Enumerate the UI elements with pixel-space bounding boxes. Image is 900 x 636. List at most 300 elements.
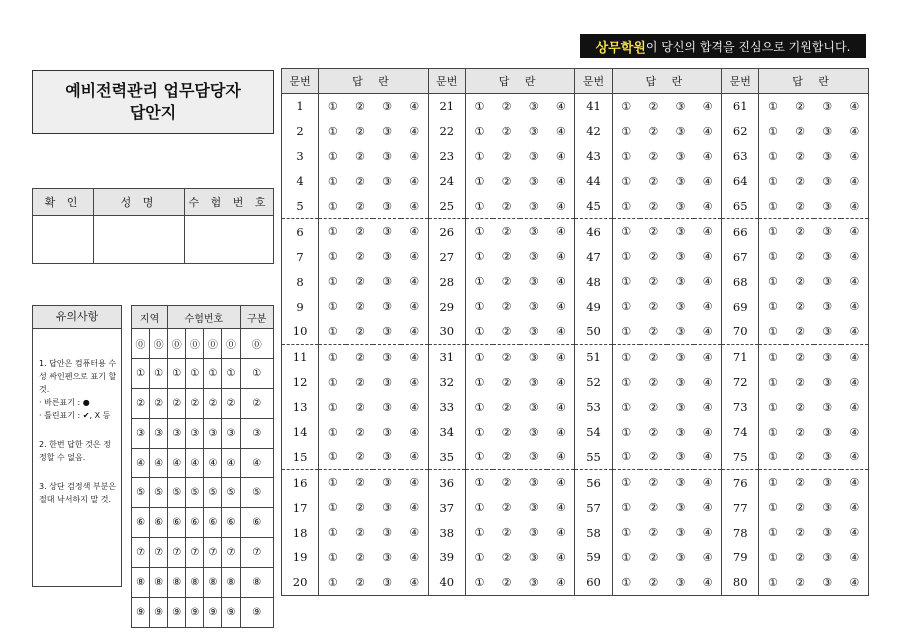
answer-bubble[interactable]: ③ (373, 444, 400, 469)
answer-bubble[interactable]: ① (767, 300, 778, 314)
answer-bubble[interactable]: ② (346, 319, 373, 344)
answer-bubble[interactable]: ② (648, 550, 659, 564)
digit-bubble[interactable]: ③ (132, 418, 150, 448)
answer-bubble[interactable]: ③ (667, 194, 694, 219)
answer-bubble[interactable]: ③ (814, 194, 841, 219)
digit-bubble[interactable]: ④ (168, 448, 186, 478)
answer-bubble[interactable]: ③ (520, 444, 547, 469)
answer-bubble[interactable]: ③ (520, 194, 547, 219)
answer-bubble[interactable]: ③ (822, 124, 833, 138)
answer-bubble[interactable]: ② (648, 476, 659, 490)
answer-bubble[interactable]: ① (621, 501, 632, 515)
answer-bubble[interactable]: ③ (528, 425, 539, 439)
answer-bubble[interactable]: ③ (667, 319, 694, 344)
answer-bubble[interactable]: ② (501, 526, 512, 540)
answer-bubble[interactable]: ① (621, 350, 632, 364)
answer-bubble[interactable]: ② (795, 275, 805, 289)
digit-bubble[interactable]: ⑧ (240, 568, 273, 598)
answer-bubble[interactable]: ② (501, 149, 512, 163)
answer-bubble[interactable]: ① (612, 570, 640, 595)
digit-bubble[interactable]: ⑨ (204, 598, 222, 628)
answer-bubble[interactable]: ② (648, 526, 659, 540)
answer-bubble[interactable]: ② (640, 194, 667, 219)
answer-bubble[interactable]: ① (759, 194, 787, 219)
answer-bubble[interactable]: ② (354, 250, 365, 264)
answer-bubble[interactable]: ④ (841, 570, 869, 595)
answer-bubble[interactable]: ② (640, 570, 667, 595)
answer-bubble[interactable]: ③ (822, 300, 833, 314)
digit-bubble[interactable]: ④ (186, 448, 204, 478)
answer-bubble[interactable]: ④ (841, 470, 869, 495)
answer-bubble[interactable]: ④ (555, 149, 566, 163)
answer-bubble[interactable]: ③ (822, 526, 833, 540)
digit-bubble[interactable]: ⑧ (150, 568, 168, 598)
answer-bubble[interactable]: ① (621, 225, 632, 239)
digit-bubble[interactable]: ③ (204, 418, 222, 448)
answer-bubble[interactable]: ① (767, 375, 778, 389)
answer-bubble[interactable]: ① (767, 350, 778, 364)
answer-bubble[interactable]: ④ (409, 400, 420, 414)
answer-bubble[interactable]: ② (795, 174, 805, 188)
answer-bubble[interactable]: ② (493, 319, 520, 344)
answer-bubble[interactable]: ② (795, 149, 805, 163)
digit-bubble[interactable]: ⑧ (204, 568, 222, 598)
digit-bubble[interactable]: ② (186, 388, 204, 418)
answer-bubble[interactable]: ④ (555, 375, 566, 389)
answer-bubble[interactable]: ④ (547, 319, 575, 344)
answer-bubble[interactable]: ④ (702, 124, 713, 138)
answer-bubble[interactable]: ③ (528, 476, 539, 490)
answer-bubble[interactable]: ④ (409, 375, 420, 389)
answer-bubble[interactable]: ④ (841, 94, 869, 119)
answer-bubble[interactable]: ① (474, 350, 485, 364)
answer-bubble[interactable]: ③ (528, 375, 539, 389)
answer-bubble[interactable]: ④ (409, 550, 420, 564)
answer-bubble[interactable]: ② (795, 501, 805, 515)
answer-bubble[interactable]: ① (767, 476, 778, 490)
answer-bubble[interactable]: ① (327, 350, 338, 364)
digit-bubble[interactable]: ⑥ (168, 508, 186, 538)
digit-bubble[interactable]: ③ (150, 418, 168, 448)
digit-bubble[interactable]: ② (132, 388, 150, 418)
answer-bubble[interactable]: ④ (841, 319, 869, 344)
answer-bubble[interactable]: ① (621, 99, 632, 113)
answer-bubble[interactable]: ① (327, 300, 338, 314)
answer-bubble[interactable]: ③ (814, 570, 841, 595)
answer-bubble[interactable]: ④ (555, 124, 566, 138)
answer-bubble[interactable]: ① (327, 375, 338, 389)
digit-bubble[interactable]: ⑤ (204, 478, 222, 508)
answer-bubble[interactable]: ② (354, 501, 365, 515)
answer-bubble[interactable]: ③ (822, 275, 833, 289)
answer-bubble[interactable]: ① (319, 319, 347, 344)
answer-bubble[interactable]: ② (501, 174, 512, 188)
answer-bubble[interactable]: ④ (702, 350, 713, 364)
answer-bubble[interactable]: ① (621, 375, 632, 389)
answer-bubble[interactable]: ② (354, 124, 365, 138)
answer-bubble[interactable]: ① (465, 570, 493, 595)
answer-bubble[interactable]: ③ (382, 124, 392, 138)
answer-bubble[interactable]: ② (354, 476, 365, 490)
digit-bubble[interactable]: ② (222, 388, 240, 418)
digit-bubble[interactable]: ① (186, 358, 204, 388)
answer-bubble[interactable]: ③ (822, 375, 833, 389)
answer-bubble[interactable]: ③ (675, 501, 686, 515)
answer-bubble[interactable]: ④ (409, 275, 420, 289)
digit-bubble[interactable]: ⑨ (222, 598, 240, 628)
answer-bubble[interactable]: ③ (667, 444, 694, 469)
answer-bubble[interactable]: ① (621, 400, 632, 414)
digit-bubble[interactable]: ⑥ (186, 508, 204, 538)
digit-bubble[interactable]: ③ (222, 418, 240, 448)
answer-bubble[interactable]: ④ (694, 444, 722, 469)
answer-bubble[interactable]: ① (327, 174, 338, 188)
digit-bubble[interactable]: ⑨ (132, 598, 150, 628)
digit-bubble[interactable]: ⑤ (186, 478, 204, 508)
answer-bubble[interactable]: ③ (382, 425, 392, 439)
answer-bubble[interactable]: ② (493, 194, 520, 219)
answer-bubble[interactable]: ④ (841, 420, 869, 445)
answer-bubble[interactable]: ③ (675, 550, 686, 564)
answer-bubble[interactable]: ② (354, 550, 365, 564)
answer-bubble[interactable]: ④ (409, 425, 420, 439)
answer-bubble[interactable]: ④ (555, 300, 566, 314)
answer-bubble[interactable]: ③ (822, 99, 833, 113)
answer-bubble[interactable]: ③ (382, 476, 392, 490)
answer-bubble[interactable]: ③ (382, 275, 392, 289)
digit-bubble[interactable]: ① (168, 358, 186, 388)
answer-bubble[interactable]: ② (648, 99, 659, 113)
answer-bubble[interactable]: ② (501, 425, 512, 439)
answer-bubble[interactable]: ② (354, 400, 365, 414)
answer-bubble[interactable]: ① (474, 250, 485, 264)
answer-bubble[interactable]: ① (327, 225, 338, 239)
answer-bubble[interactable]: ③ (382, 501, 392, 515)
answer-bubble[interactable]: ④ (702, 225, 713, 239)
answer-bubble[interactable]: ② (501, 375, 512, 389)
answer-bubble[interactable]: ③ (528, 250, 539, 264)
answer-bubble[interactable]: ③ (528, 275, 539, 289)
digit-bubble[interactable]: ⑨ (240, 598, 273, 628)
answer-bubble[interactable]: ③ (675, 300, 686, 314)
answer-bubble[interactable]: ④ (841, 244, 869, 269)
answer-bubble[interactable]: ④ (555, 350, 566, 364)
answer-bubble[interactable]: ③ (822, 174, 833, 188)
answer-bubble[interactable]: ② (640, 444, 667, 469)
answer-bubble[interactable]: ① (465, 319, 493, 344)
answer-bubble[interactable]: ③ (528, 300, 539, 314)
answer-bubble[interactable]: ② (501, 550, 512, 564)
answer-bubble[interactable]: ② (346, 194, 373, 219)
digit-bubble[interactable]: ④ (204, 448, 222, 478)
answer-bubble[interactable]: ① (621, 476, 632, 490)
exam-number-cell[interactable] (185, 216, 274, 264)
answer-bubble[interactable]: ① (474, 300, 485, 314)
answer-bubble[interactable]: ④ (555, 550, 566, 564)
answer-bubble[interactable]: ① (474, 99, 485, 113)
answer-bubble[interactable]: ③ (822, 350, 833, 364)
answer-bubble[interactable]: ② (501, 124, 512, 138)
answer-bubble[interactable]: ④ (555, 99, 566, 113)
answer-bubble[interactable]: ③ (675, 275, 686, 289)
answer-bubble[interactable]: ② (795, 400, 805, 414)
digit-bubble[interactable]: ① (204, 358, 222, 388)
answer-bubble[interactable]: ④ (841, 169, 869, 194)
answer-bubble[interactable]: ④ (409, 350, 420, 364)
digit-bubble[interactable]: ⑦ (240, 538, 273, 568)
answer-bubble[interactable]: ④ (702, 526, 713, 540)
digit-bubble[interactable]: ② (168, 388, 186, 418)
answer-bubble[interactable]: ④ (547, 570, 575, 595)
answer-bubble[interactable]: ② (354, 275, 365, 289)
answer-bubble[interactable]: ① (767, 225, 778, 239)
answer-bubble[interactable]: ④ (702, 550, 713, 564)
answer-bubble[interactable]: ① (327, 550, 338, 564)
answer-bubble[interactable]: ② (354, 99, 365, 113)
answer-bubble[interactable]: ① (327, 149, 338, 163)
answer-bubble[interactable]: ① (759, 444, 787, 469)
answer-bubble[interactable]: ① (474, 425, 485, 439)
digit-bubble[interactable]: ③ (186, 418, 204, 448)
answer-bubble[interactable]: ③ (675, 149, 686, 163)
answer-bubble[interactable]: ③ (373, 194, 400, 219)
answer-bubble[interactable]: ④ (409, 476, 420, 490)
answer-bubble[interactable]: ② (795, 124, 805, 138)
answer-bubble[interactable]: ① (327, 99, 338, 113)
digit-bubble[interactable]: ① (150, 358, 168, 388)
answer-bubble[interactable]: ③ (822, 550, 833, 564)
answer-bubble[interactable]: ② (795, 250, 805, 264)
digit-bubble[interactable]: ⑥ (150, 508, 168, 538)
answer-bubble[interactable]: ③ (822, 250, 833, 264)
digit-bubble[interactable]: ⑨ (150, 598, 168, 628)
answer-bubble[interactable]: ③ (528, 550, 539, 564)
answer-bubble[interactable]: ④ (702, 476, 713, 490)
answer-bubble[interactable]: ③ (822, 400, 833, 414)
answer-bubble[interactable]: ② (648, 124, 659, 138)
answer-bubble[interactable]: ② (648, 275, 659, 289)
answer-bubble[interactable]: ④ (841, 119, 869, 144)
answer-bubble[interactable]: ② (786, 444, 813, 469)
answer-bubble[interactable]: ① (612, 319, 640, 344)
answer-bubble[interactable]: ① (621, 526, 632, 540)
digit-bubble[interactable]: ③ (168, 418, 186, 448)
answer-bubble[interactable]: ① (767, 550, 778, 564)
answer-bubble[interactable]: ③ (528, 501, 539, 515)
answer-bubble[interactable]: ① (474, 400, 485, 414)
digit-bubble[interactable]: ⑥ (222, 508, 240, 538)
answer-bubble[interactable]: ④ (694, 570, 722, 595)
answer-bubble[interactable]: ④ (694, 319, 722, 344)
answer-bubble[interactable]: ④ (555, 225, 566, 239)
answer-bubble[interactable]: ② (648, 375, 659, 389)
answer-bubble[interactable]: ① (621, 275, 632, 289)
answer-bubble[interactable]: ① (767, 250, 778, 264)
answer-bubble[interactable]: ④ (555, 501, 566, 515)
answer-bubble[interactable]: ② (501, 225, 512, 239)
answer-bubble[interactable]: ④ (841, 194, 869, 219)
answer-bubble[interactable]: ③ (822, 149, 833, 163)
answer-bubble[interactable]: ④ (401, 570, 429, 595)
answer-bubble[interactable]: ① (621, 149, 632, 163)
answer-bubble[interactable]: ② (501, 400, 512, 414)
answer-bubble[interactable]: ④ (694, 194, 722, 219)
digit-bubble[interactable]: ⑧ (132, 568, 150, 598)
answer-bubble[interactable]: ② (501, 99, 512, 113)
answer-bubble[interactable]: ④ (841, 495, 869, 520)
answer-bubble[interactable]: ③ (675, 350, 686, 364)
answer-bubble[interactable]: ③ (675, 425, 686, 439)
answer-bubble[interactable]: ④ (841, 344, 869, 369)
digit-bubble[interactable]: ⑤ (222, 478, 240, 508)
digit-bubble[interactable]: ⓪ (150, 329, 168, 359)
answer-bubble[interactable]: ③ (382, 400, 392, 414)
answer-bubble[interactable]: ① (474, 526, 485, 540)
answer-bubble[interactable]: ④ (841, 294, 869, 319)
digit-bubble[interactable]: ⑧ (168, 568, 186, 598)
answer-bubble[interactable]: ④ (702, 400, 713, 414)
answer-bubble[interactable]: ④ (702, 99, 713, 113)
answer-bubble[interactable]: ① (759, 570, 787, 595)
answer-bubble[interactable]: ② (795, 375, 805, 389)
answer-bubble[interactable]: ① (621, 250, 632, 264)
answer-bubble[interactable]: ④ (841, 444, 869, 469)
digit-bubble[interactable]: ⑦ (132, 538, 150, 568)
answer-bubble[interactable]: ① (612, 194, 640, 219)
digit-bubble[interactable]: ⑦ (222, 538, 240, 568)
answer-bubble[interactable]: ② (786, 570, 813, 595)
digit-bubble[interactable]: ⑦ (204, 538, 222, 568)
answer-bubble[interactable]: ③ (822, 501, 833, 515)
answer-bubble[interactable]: ② (648, 400, 659, 414)
digit-bubble[interactable]: ⑦ (186, 538, 204, 568)
digit-bubble[interactable]: ⓪ (222, 329, 240, 359)
answer-bubble[interactable]: ④ (702, 501, 713, 515)
digit-bubble[interactable]: ⓪ (204, 329, 222, 359)
confirm-cell[interactable] (33, 216, 94, 264)
digit-bubble[interactable]: ④ (222, 448, 240, 478)
digit-bubble[interactable]: ④ (132, 448, 150, 478)
answer-bubble[interactable]: ③ (675, 526, 686, 540)
answer-bubble[interactable]: ④ (547, 444, 575, 469)
digit-bubble[interactable]: ⑤ (240, 478, 273, 508)
answer-bubble[interactable]: ④ (409, 501, 420, 515)
answer-bubble[interactable]: ① (474, 225, 485, 239)
answer-bubble[interactable]: ① (474, 476, 485, 490)
answer-bubble[interactable]: ① (767, 275, 778, 289)
answer-bubble[interactable]: ③ (382, 149, 392, 163)
answer-bubble[interactable]: ② (648, 225, 659, 239)
answer-bubble[interactable]: ② (354, 174, 365, 188)
digit-bubble[interactable]: ⓪ (132, 329, 150, 359)
answer-bubble[interactable]: ① (767, 400, 778, 414)
answer-bubble[interactable]: ② (648, 425, 659, 439)
answer-bubble[interactable]: ④ (555, 526, 566, 540)
answer-bubble[interactable]: ① (474, 149, 485, 163)
answer-bubble[interactable]: ② (501, 250, 512, 264)
answer-bubble[interactable]: ② (493, 444, 520, 469)
digit-bubble[interactable]: ⑤ (132, 478, 150, 508)
answer-bubble[interactable]: ① (319, 444, 347, 469)
answer-bubble[interactable]: ③ (675, 250, 686, 264)
answer-bubble[interactable]: ① (327, 250, 338, 264)
answer-bubble[interactable]: ① (767, 99, 778, 113)
answer-bubble[interactable]: ④ (555, 476, 566, 490)
answer-bubble[interactable]: ② (795, 526, 805, 540)
digit-bubble[interactable]: ⓪ (186, 329, 204, 359)
digit-bubble[interactable]: ④ (150, 448, 168, 478)
answer-bubble[interactable]: ④ (702, 149, 713, 163)
answer-bubble[interactable]: ③ (528, 350, 539, 364)
answer-bubble[interactable]: ② (786, 319, 813, 344)
digit-bubble[interactable]: ② (240, 388, 273, 418)
answer-bubble[interactable]: ② (648, 300, 659, 314)
answer-bubble[interactable]: ① (474, 275, 485, 289)
answer-bubble[interactable]: ② (501, 300, 512, 314)
answer-bubble[interactable]: ② (501, 350, 512, 364)
digit-bubble[interactable]: ⑦ (168, 538, 186, 568)
answer-bubble[interactable]: ③ (822, 425, 833, 439)
answer-bubble[interactable]: ② (795, 225, 805, 239)
answer-bubble[interactable]: ③ (675, 99, 686, 113)
answer-bubble[interactable]: ① (327, 526, 338, 540)
answer-bubble[interactable]: ④ (409, 300, 420, 314)
answer-bubble[interactable]: ③ (814, 444, 841, 469)
answer-bubble[interactable]: ① (621, 425, 632, 439)
answer-bubble[interactable]: ④ (702, 174, 713, 188)
answer-bubble[interactable]: ② (354, 350, 365, 364)
answer-bubble[interactable]: ③ (667, 570, 694, 595)
answer-bubble[interactable]: ④ (841, 144, 869, 169)
answer-bubble[interactable]: ④ (841, 395, 869, 420)
answer-bubble[interactable]: ③ (382, 375, 392, 389)
answer-bubble[interactable]: ① (621, 300, 632, 314)
answer-bubble[interactable]: ③ (373, 319, 400, 344)
answer-bubble[interactable]: ④ (555, 400, 566, 414)
answer-bubble[interactable]: ① (767, 174, 778, 188)
answer-bubble[interactable]: ① (327, 501, 338, 515)
digit-bubble[interactable]: ② (204, 388, 222, 418)
answer-bubble[interactable]: ③ (382, 350, 392, 364)
answer-bubble[interactable]: ④ (841, 520, 869, 545)
answer-bubble[interactable]: ② (501, 275, 512, 289)
answer-bubble[interactable]: ③ (382, 550, 392, 564)
answer-bubble[interactable]: ① (767, 425, 778, 439)
answer-bubble[interactable]: ① (474, 124, 485, 138)
answer-bubble[interactable]: ③ (675, 400, 686, 414)
digit-bubble[interactable]: ① (132, 358, 150, 388)
answer-bubble[interactable]: ② (786, 194, 813, 219)
answer-bubble[interactable]: ④ (555, 250, 566, 264)
digit-bubble[interactable]: ⑥ (204, 508, 222, 538)
answer-bubble[interactable]: ② (648, 350, 659, 364)
answer-bubble[interactable]: ④ (409, 526, 420, 540)
answer-bubble[interactable]: ③ (675, 174, 686, 188)
digit-bubble[interactable]: ⓪ (168, 329, 186, 359)
digit-bubble[interactable]: ③ (240, 418, 273, 448)
answer-bubble[interactable]: ④ (702, 250, 713, 264)
digit-bubble[interactable]: ⑤ (168, 478, 186, 508)
answer-bubble[interactable]: ① (319, 194, 347, 219)
answer-bubble[interactable]: ① (327, 124, 338, 138)
answer-bubble[interactable]: ② (346, 570, 373, 595)
answer-bubble[interactable]: ② (354, 425, 365, 439)
answer-bubble[interactable]: ③ (675, 124, 686, 138)
answer-bubble[interactable]: ② (354, 300, 365, 314)
answer-bubble[interactable]: ③ (528, 99, 539, 113)
digit-bubble[interactable]: ⑥ (240, 508, 273, 538)
answer-bubble[interactable]: ④ (702, 425, 713, 439)
